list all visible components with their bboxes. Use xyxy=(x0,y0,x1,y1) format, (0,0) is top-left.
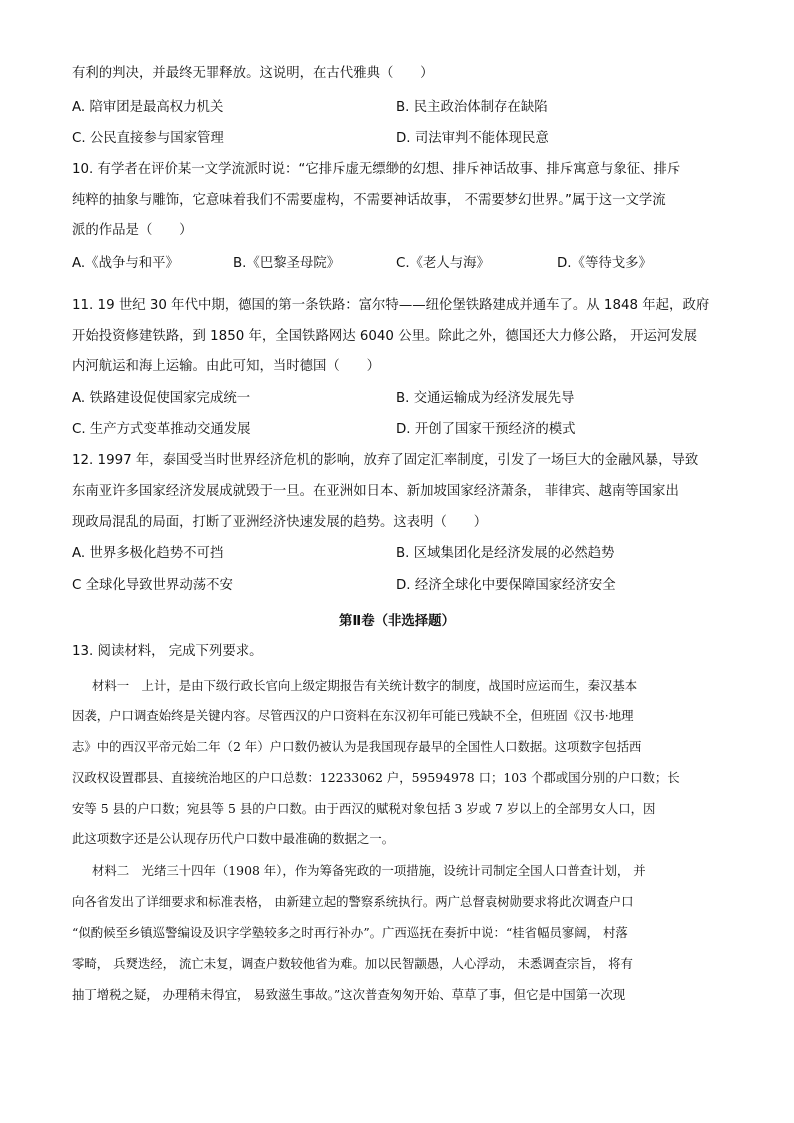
q13-stem: 13. 阅读材料， 完成下列要求。 xyxy=(72,644,263,659)
q12-option-b: B. 区域集团化是经济发展的必然趋势 xyxy=(396,546,615,561)
q12-stem-line-1: 12. 1997 年，泰国受当时世界经济危机的影响，放弃了固定汇率制度，引发了一场巨大的金融风暴，导致 xyxy=(72,453,699,468)
q12-option-d: D. 经济全球化中要保障国家经济安全 xyxy=(396,578,616,593)
q13-material2-line-5: 抽丁增税之疑， 办理稍未得宜， 易致滋生事故。”这次普查匆匆开始、草草了事，但它是中国第一次现 xyxy=(72,987,626,1002)
q13-material1-line-1: 材料一 上计，是由下级行政长官向上级定期报告有关统计数字的制度，战国时应运而生，秦汉基本 xyxy=(92,678,638,693)
q10-stem-line-1: 10. 有学者在评价某一文学流派时说：“它排斥虚无缥缈的幻想、排斥神话故事、排斥寓意与象征、排斥 xyxy=(72,162,681,177)
q13-material2-line-4: 零畸， 兵燹迭经， 流亡未复，调查户数较他省为难。加以民智颛愚，人心浮动， 未悉调查宗旨， 将有 xyxy=(72,956,633,971)
q12-stem-line-3: 现政局混乱的局面，打断了亚洲经济快速发展的趋势。这表明（ ） xyxy=(72,515,488,530)
q13-material2-line-1: 材料二 光绪三十四年（1908 年），作为筹备宪政的一项措施，设统计司制定全国人口普查计划， 并 xyxy=(92,863,646,878)
q13-material1-line-5: 安等 5 县的户口数；宛县等 5 县的户口数。由于西汉的赋税对象包括 3 岁或 7 岁以上的全部男女人口，因 xyxy=(72,801,656,816)
q11-option-d: D. 开创了国家干预经济的模式 xyxy=(396,422,576,437)
q13-material1-line-3: 志》中的西汉平帝元始二年（2 年）户口数仍被认为是我国现存最早的全国性人口数据。这项数字包括西 xyxy=(72,739,642,754)
q13-material1-line-6: 此这项数字还是公认现存历代户口数中最准确的数据之一。 xyxy=(72,831,395,846)
q13-material1-line-4: 汉政权设置郡县、直接统治地区的户口总数：12233062 户，59594978 口；103 个郡或国分别的户口数；长 xyxy=(72,770,680,785)
q11-option-c: C. 生产方式变革推动交通发展 xyxy=(72,422,251,437)
q10-option-c: C.《老人与海》 xyxy=(396,256,490,271)
q11-stem-line-2: 开始投资修建铁路，到 1850 年，全国铁路网达 6040 公里。除此之外，德国还大力修公路， 开运河发展 xyxy=(72,329,698,344)
q13-material2-line-3: “似酌候至乡镇巡警编设及识字学塾较多之时再行补办”。广西巡抚在奏折中说：“桂省幅员寥阔， 村落 xyxy=(72,925,628,940)
q13-material1-line-2: 因袭，户口调查始终是关键内容。尽管西汉的户口资料在东汉初年可能已残缺不全，但班固《汉书·地理 xyxy=(72,708,634,723)
q12-stem-line-2: 东南亚许多国家经济发展成就毁于一旦。在亚洲如日本、新加坡国家经济萧条， 菲律宾、越南等国家出 xyxy=(72,484,679,499)
q11-option-a: A. 铁路建设促使国家完成统一 xyxy=(72,391,251,406)
q11-stem-line-3: 内河航运和海上运输。由此可知，当时德国（ ） xyxy=(72,359,380,374)
q9-option-a: A. 陪审团是最高权力机关 xyxy=(72,100,224,115)
q9-option-c: C. 公民直接参与国家管理 xyxy=(72,131,224,146)
q12-option-c: C 全球化导致世界动荡不安 xyxy=(72,578,233,593)
q10-option-b: B.《巴黎圣母院》 xyxy=(233,256,341,271)
q11-stem-line-1: 11. 19 世纪 30 年代中期，德国的第一条铁路：富尔特——纽伦堡铁路建成并通车了。从 1848 年起，政府 xyxy=(72,298,710,313)
q10-option-d: D.《等待戈多》 xyxy=(557,256,652,271)
q9-option-b: B. 民主政治体制存在缺陷 xyxy=(396,100,548,115)
q10-option-a: A.《战争与和平》 xyxy=(72,256,179,271)
q10-stem-line-2: 纯粹的抽象与雕饰，它意味着我们不需要虚构，不需要神话故事， 不需要梦幻世界。”属于这一文学流 xyxy=(72,193,666,208)
q13-material2-line-2: 向各省发出了详细要求和标准表格， 由新建立起的警察系统执行。两广总督袁树勋要求将此次调查户口 xyxy=(72,894,634,909)
q12-option-a: A. 世界多极化趋势不可挡 xyxy=(72,546,224,561)
q9-stem-tail: 有利的判决，并最终无罪释放。这说明，在古代雅典（ ） xyxy=(72,66,434,81)
q10-stem-line-3: 派的作品是（ ） xyxy=(72,223,193,238)
q9-option-d: D. 司法审判不能体现民意 xyxy=(396,131,549,146)
q11-option-b: B. 交通运输成为经济发展先导 xyxy=(396,391,575,406)
section-title: 第Ⅱ卷（非选择题） xyxy=(339,614,455,629)
